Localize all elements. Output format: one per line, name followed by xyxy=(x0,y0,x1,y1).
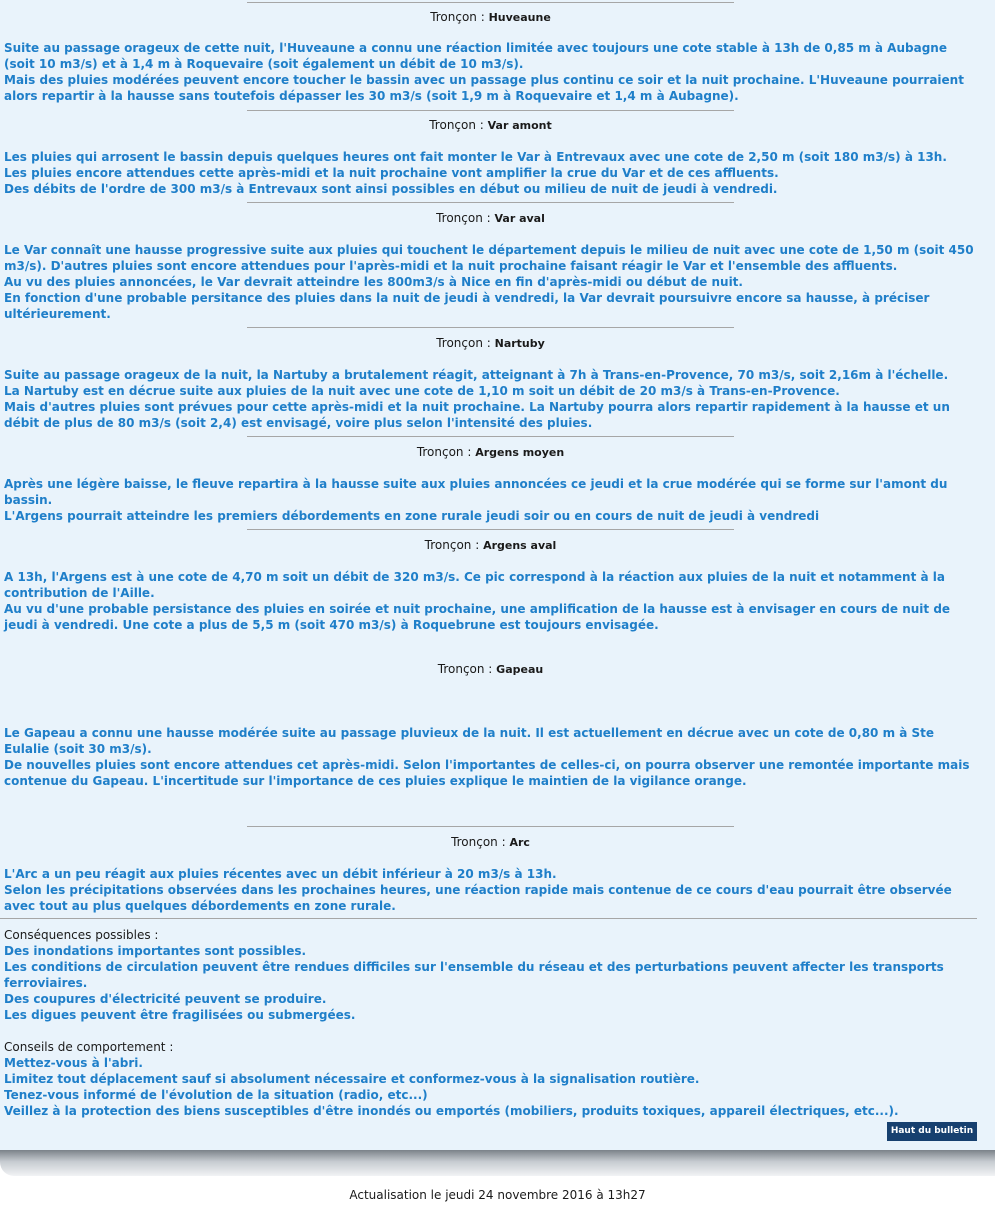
section-heading-var-amont xyxy=(247,117,734,134)
footer-bar xyxy=(0,1150,995,1176)
heading-prefix: Tronçon : xyxy=(437,662,497,676)
section-paragraph: Au vu d'une probable persistance des pluies en soirée et nuit prochaine, une amplification de la hausse est à envisager en cours de nuit de jeudi à vendredi. Une cote a plus de 5,5 m (soit 470 m3/s) à Roquebrune est toujours envisagée. xyxy=(4,602,951,632)
last-update-text: Actualisation le jeudi 24 novembre 2016 à 13h27 xyxy=(349,1188,646,1202)
heading-prefix: Tronçon : xyxy=(436,211,495,225)
heading-prefix: Tronçon : xyxy=(429,118,488,132)
section-heading-gapeau xyxy=(247,661,734,678)
section-paragraph: Mais des pluies modérées peuvent encore toucher le bassin avec un passage plus continu ce soir et la nuit prochaine. L'Huveaune pourraient alors repartir à la hausse sans toutefois dépasser les 30 m3/s (soit 1,9 m à Roquevaire et 1,4 m à Aubagne). xyxy=(4,73,964,103)
consequence-item: Les conditions de circulation peuvent être rendues difficiles sur l'ensemble du réseau et des perturbations peuvent affecter les transports ferroviaires. xyxy=(4,960,944,990)
section-paragraph: Au vu des pluies annoncées, le Var devrait atteindre les 800m3/s à Nice en fin d'après-midi ou début de nuit. xyxy=(4,275,743,289)
advice-item: Tenez-vous informé de l'évolution de la situation (radio, etc...) xyxy=(4,1088,428,1102)
heading-prefix: Tronçon : xyxy=(424,538,484,552)
section-body-var-aval xyxy=(4,242,980,322)
section-paragraph: Suite au passage orageux de la nuit, la Nartuby a brutalement réagit, atteignant à 7h à Trans-en-Provence, 70 m3/s, soit 2,16m à l'échelle. xyxy=(4,368,949,382)
consequences-divider xyxy=(0,918,977,919)
river-name: Nartuby xyxy=(494,337,545,350)
consequence-item: Les digues peuvent être fragilisées ou submergées. xyxy=(4,1008,356,1022)
section-paragraph: Selon les précipitations observées dans les prochaines heures, une réaction rapide mais contenue de ce cours d'eau pourrait être observée avec tout au plus quelques débordements en zone rurale. xyxy=(4,883,952,913)
section-paragraph: En fonction d'une probable persitance des pluies dans la nuit de jeudi à vendredi, la Var devrait poursuivre encore sa hausse, à préciser ultérieurement. xyxy=(4,291,930,321)
section-paragraph: L'Arc a un peu réagit aux pluies récentes avec un débit inférieur à 20 m3/s à 13h. xyxy=(4,867,557,881)
section-body-argens-aval xyxy=(4,569,980,633)
section-paragraph: A 13h, l'Argens est à une cote de 4,70 m soit un débit de 320 m3/s. Ce pic correspond à la réaction aux pluies de la nuit et notamment à la contribution de l'Aille. xyxy=(4,570,945,600)
advice-list xyxy=(4,1055,980,1119)
section-divider xyxy=(247,529,734,530)
section-paragraph: Des débits de l'ordre de 300 m3/s à Entrevaux sont ainsi possibles en début ou milieu de nuit de jeudi à vendredi. xyxy=(4,182,778,196)
section-divider xyxy=(247,436,734,437)
section-body-var-amont xyxy=(4,149,980,197)
section-divider xyxy=(247,110,734,111)
section-paragraph: L'Argens pourrait atteindre les premiers débordements en zone rurale jeudi soir ou en cours de nuit de jeudi à vendredi xyxy=(4,509,820,523)
section-paragraph: Après une légère baisse, le fleuve repartira à la hausse suite aux pluies annoncées ce jeudi et la crue modérée qui se forme sur l'amont du bassin. xyxy=(4,477,948,507)
section-divider xyxy=(247,327,734,328)
consequences-label: Conséquences possibles : xyxy=(4,928,159,942)
consequence-item: Des inondations importantes sont possibles. xyxy=(4,944,307,958)
section-paragraph: De nouvelles pluies sont encore attendues cet après-midi. Selon l'importantes de celles-ci, on pourra observer une remontée importante mais contenue du Gapeau. L'incertitude sur l'importance de ces pluies explique le maintien de la vigilance orange. xyxy=(4,758,970,788)
section-heading-arc xyxy=(247,834,734,851)
river-name: Var aval xyxy=(494,212,545,225)
heading-prefix: Tronçon : xyxy=(451,835,510,849)
river-name: Argens aval xyxy=(483,539,557,552)
river-name: Huveaune xyxy=(488,11,551,24)
section-heading-var-aval xyxy=(247,210,734,227)
heading-prefix: Tronçon : xyxy=(430,10,489,24)
river-name: Argens moyen xyxy=(475,446,565,459)
section-divider xyxy=(247,826,734,827)
advice-label: Conseils de comportement : xyxy=(4,1040,174,1054)
section-heading-argens-moyen xyxy=(247,444,734,461)
section-heading-huveaune xyxy=(247,9,734,26)
section-divider xyxy=(247,2,734,3)
back-to-top-button[interactable]: Haut du bulletin xyxy=(887,1122,977,1141)
section-divider xyxy=(247,202,734,203)
advice-item: Mettez-vous à l'abri. xyxy=(4,1056,143,1070)
section-body-gapeau xyxy=(4,725,980,789)
section-heading-nartuby xyxy=(247,335,734,352)
section-paragraph: Les pluies encore attendues cette après-midi et la nuit prochaine vont amplifier la crue du Var et de ces affluents. xyxy=(4,166,779,180)
heading-prefix: Tronçon : xyxy=(436,336,495,350)
section-paragraph: Suite au passage orageux de cette nuit, l'Huveaune a connu une réaction limitée avec toujours une cote stable à 13h de 0,85 m à Aubagne (soit 10 m3/s) et à 1,4 m à Roquevaire (soit également un débit de 10 m3/s). xyxy=(4,41,947,71)
consequences-list xyxy=(4,943,980,1023)
section-body-huveaune xyxy=(4,40,980,104)
river-name: Arc xyxy=(509,836,530,849)
advice-item: Veillez à la protection des biens susceptibles d'être inondés ou emportés (mobiliers, produits toxiques, appareil électriques, etc...). xyxy=(4,1104,899,1118)
section-body-arc xyxy=(4,866,980,914)
river-name: Gapeau xyxy=(496,663,544,676)
section-paragraph: Le Var connaît une hausse progressive suite aux pluies qui touchent le département depuis le milieu de nuit avec une cote de 1,50 m (soit 450 m3/s). D'autres pluies sont encore attendues pour l'après-midi et la nuit prochaine faisant réagir le Var et l'ensemble des affluents. xyxy=(4,243,974,273)
section-paragraph: Mais d'autres pluies sont prévues pour cette après-midi et la nuit prochaine. La Nartuby pourra alors repartir rapidement à la hausse et un débit de plus de 80 m3/s (soit 2,4) est envisagé, voire plus selon l'intensité des pluies. xyxy=(4,400,950,430)
advice-item: Limitez tout déplacement sauf si absolument nécessaire et conformez-vous à la signalisation routière. xyxy=(4,1072,700,1086)
section-heading-argens-aval xyxy=(247,537,734,554)
section-body-argens-moyen xyxy=(4,476,980,524)
section-paragraph: Les pluies qui arrosent le bassin depuis quelques heures ont fait monter le Var à Entrevaux avec une cote de 2,50 m (soit 180 m3/s) à 13h. xyxy=(4,150,947,164)
heading-prefix: Tronçon : xyxy=(416,445,476,459)
consequence-item: Des coupures d'électricité peuvent se produire. xyxy=(4,992,327,1006)
river-name: Var amont xyxy=(487,119,552,132)
section-body-nartuby xyxy=(4,367,980,431)
section-paragraph: La Nartuby est en décrue suite aux pluies de la nuit avec une cote de 1,10 m soit un débit de 20 m3/s à Trans-en-Provence. xyxy=(4,384,840,398)
section-paragraph: Le Gapeau a connu une hausse modérée suite au passage pluvieux de la nuit. Il est actuellement en décrue avec un cote de 0,80 m à Ste Eulalie (soit 30 m3/s). xyxy=(4,726,935,756)
